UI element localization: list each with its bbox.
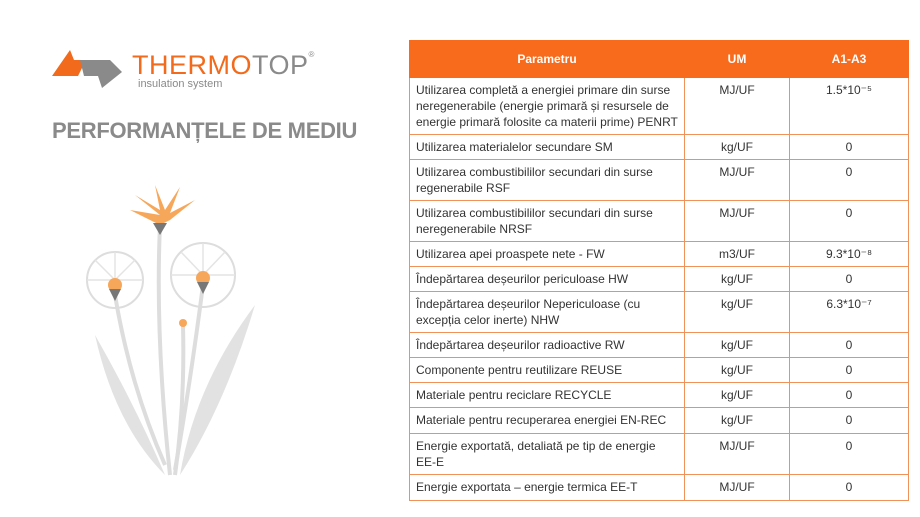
brand-name-part1: THERMO	[132, 50, 252, 80]
unit-cell: kg/UF	[685, 408, 790, 434]
table-header-row	[410, 41, 909, 78]
unit-cell: MJ/UF	[685, 78, 790, 135]
table-row	[410, 408, 909, 434]
value-cell: 0	[790, 358, 909, 383]
environmental-performance-table	[409, 40, 909, 501]
unit-cell: MJ/UF	[685, 434, 790, 475]
value-cell: 0	[790, 434, 909, 475]
value-cell: 0	[790, 333, 909, 358]
value-cell: 6.3*10⁻⁷	[790, 292, 909, 333]
value-cell: 0	[790, 475, 909, 501]
parameter-cell: Utilizarea apei proaspete nete - FW	[410, 242, 685, 267]
column-header-um: UM	[685, 41, 790, 78]
column-header-a1-a3: A1-A3	[790, 41, 909, 78]
table-row	[410, 358, 909, 383]
value-cell: 9.3*10⁻⁸	[790, 242, 909, 267]
unit-cell: kg/UF	[685, 292, 790, 333]
value-cell: 0	[790, 135, 909, 160]
table-row	[410, 78, 909, 135]
value-cell: 0	[790, 160, 909, 201]
unit-cell: MJ/UF	[685, 201, 790, 242]
table-row	[410, 242, 909, 267]
parameter-cell: Materiale pentru reciclare RECYCLE	[410, 383, 685, 408]
parameter-cell: Îndepărtarea deșeurilor periculoase HW	[410, 267, 685, 292]
table-row	[410, 292, 909, 333]
table-row	[410, 201, 909, 242]
value-cell: 0	[790, 408, 909, 434]
unit-cell: MJ/UF	[685, 475, 790, 501]
value-cell: 0	[790, 267, 909, 292]
table-row	[410, 383, 909, 408]
parameter-cell: Utilizarea completă a energiei primare din surse neregenerabile (energie primară și resursele de energie primară folosite ca materii prime) PENRT	[410, 78, 685, 135]
table-row	[410, 135, 909, 160]
unit-cell: MJ/UF	[685, 160, 790, 201]
brand-name-part2: TOP	[252, 50, 309, 80]
unit-cell: kg/UF	[685, 333, 790, 358]
value-cell: 0	[790, 201, 909, 242]
parameter-cell: Utilizarea combustibililor secundari din surse neregenerabile NRSF	[410, 201, 685, 242]
unit-cell: kg/UF	[685, 383, 790, 408]
dandelion-illustration-icon	[75, 185, 275, 485]
unit-cell: kg/UF	[685, 267, 790, 292]
brand-tagline: insulation system	[138, 78, 223, 90]
parameter-cell: Îndepărtarea deșeurilor Nepericuloase (cu excepția celor inerte) NHW	[410, 292, 685, 333]
unit-cell: m3/UF	[685, 242, 790, 267]
parameter-cell: Îndepărtarea deșeurilor radioactive RW	[410, 333, 685, 358]
parameter-cell: Materiale pentru recuperarea energiei EN-REC	[410, 408, 685, 434]
value-cell: 0	[790, 383, 909, 408]
table-row	[410, 475, 909, 501]
brand-name	[132, 50, 315, 81]
value-cell: 1.5*10⁻⁵	[790, 78, 909, 135]
parameter-cell: Utilizarea combustibililor secundari din surse regenerabile RSF	[410, 160, 685, 201]
page-title: PERFORMANȚELE DE MEDIU	[52, 118, 358, 143]
table-row	[410, 434, 909, 475]
column-header-parametru: Parametru	[410, 41, 685, 78]
unit-cell: kg/UF	[685, 358, 790, 383]
parameter-cell: Utilizarea materialelor secundare SM	[410, 135, 685, 160]
unit-cell: kg/UF	[685, 135, 790, 160]
parameter-cell: Energie exportata – energie termica EE-T	[410, 475, 685, 501]
table-row	[410, 267, 909, 292]
registered-mark: ®	[308, 50, 315, 59]
parameter-cell: Componente pentru reutilizare REUSE	[410, 358, 685, 383]
thermotop-logo-icon	[52, 48, 127, 90]
table-row	[410, 160, 909, 201]
table-row	[410, 333, 909, 358]
parameter-cell: Energie exportată, detaliată pe tip de energie EE-E	[410, 434, 685, 475]
